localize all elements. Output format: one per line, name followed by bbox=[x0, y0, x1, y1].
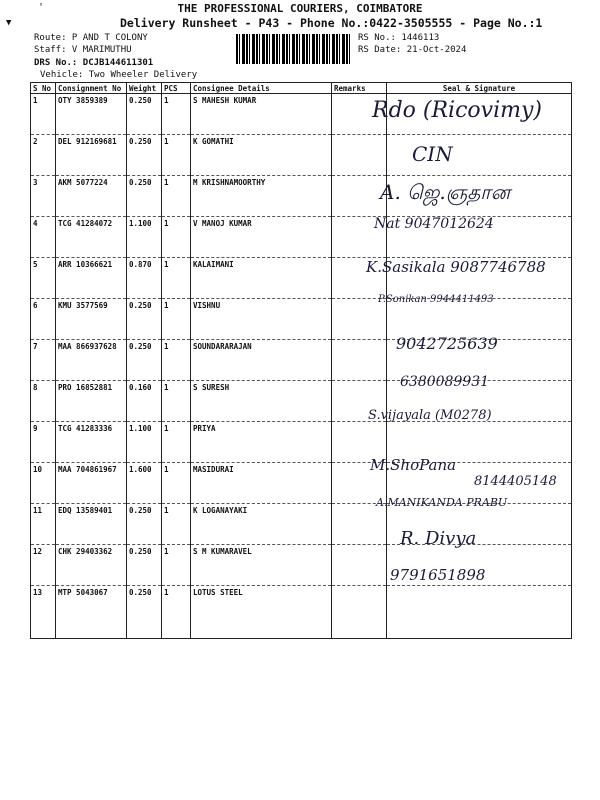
cell-weight: 0.250 bbox=[127, 586, 162, 639]
rs-number: RS No.: 1446113 bbox=[358, 33, 440, 43]
table-row bbox=[31, 586, 572, 639]
cell-consignment: MAA 704861967 bbox=[56, 463, 127, 504]
cell-consignee: K GOMATHI bbox=[191, 135, 332, 176]
table-row bbox=[31, 504, 572, 545]
cell-sno: 7 bbox=[31, 340, 56, 381]
cell-consignee: VISHNU bbox=[191, 299, 332, 340]
cell-sno: 2 bbox=[31, 135, 56, 176]
cell-consignment: MAA 866937628 bbox=[56, 340, 127, 381]
cell-consignee: LOTUS STEEL bbox=[191, 586, 332, 639]
cell-consignment: KMU 3577569 bbox=[56, 299, 127, 340]
cell-sno: 10 bbox=[31, 463, 56, 504]
cell-pcs: 1 bbox=[162, 504, 191, 545]
cell-weight: 0.870 bbox=[127, 258, 162, 299]
cell-remarks bbox=[332, 504, 387, 545]
drs-row bbox=[34, 58, 153, 68]
signature-13: R. Divya bbox=[400, 528, 477, 549]
table-row bbox=[31, 545, 572, 586]
cell-consignment: AKM 5077224 bbox=[56, 176, 127, 217]
cell-consignment: TCG 41283336 bbox=[56, 422, 127, 463]
cell-pcs: 1 bbox=[162, 463, 191, 504]
table-row bbox=[31, 422, 572, 463]
cell-pcs: 1 bbox=[162, 299, 191, 340]
vehicle-label: Vehicle: Two Wheeler Delivery bbox=[40, 70, 198, 80]
cell-pcs: 1 bbox=[162, 135, 191, 176]
cell-consignee: M KRISHNAMOORTHY bbox=[191, 176, 332, 217]
cell-weight: 0.250 bbox=[127, 299, 162, 340]
cell-consignee: SOUNDARARAJAN bbox=[191, 340, 332, 381]
drs-label: DRS No.: bbox=[34, 58, 78, 68]
table-row bbox=[31, 135, 572, 176]
cell-pcs: 1 bbox=[162, 258, 191, 299]
cell-sno: 9 bbox=[31, 422, 56, 463]
cell-sno: 11 bbox=[31, 504, 56, 545]
cell-consignment: CHK 29403362 bbox=[56, 545, 127, 586]
drs-number: DCJB144611301 bbox=[82, 58, 154, 68]
cell-consignee: K LOGANAYAKI bbox=[191, 504, 332, 545]
runsheet-table bbox=[30, 82, 572, 639]
signature-10: M.ShoPana bbox=[370, 456, 457, 474]
cell-weight: 0.250 bbox=[127, 340, 162, 381]
signature-2: CIN bbox=[412, 142, 453, 166]
cell-sno: 3 bbox=[31, 176, 56, 217]
table-header-row bbox=[31, 83, 572, 94]
cell-consignee: S SURESH bbox=[191, 381, 332, 422]
cell-consignee: V MANOJ KUMAR bbox=[191, 217, 332, 258]
signature-5: K.Sasikala 9087746788 bbox=[366, 258, 546, 276]
signature-12: A.MANIKANDA PRABU bbox=[376, 496, 508, 509]
cell-sno: 4 bbox=[31, 217, 56, 258]
cell-sno: 13 bbox=[31, 586, 56, 639]
cell-remarks bbox=[332, 545, 387, 586]
col-header-consignee: Consignee Details bbox=[191, 83, 332, 94]
cell-weight: 0.250 bbox=[127, 504, 162, 545]
cell-consignment: OTY 3859389 bbox=[56, 94, 127, 135]
cell-weight: 0.250 bbox=[127, 135, 162, 176]
col-header-pcs: PCS bbox=[162, 83, 191, 94]
signature-9: S.vijayala (M0278) bbox=[368, 408, 492, 423]
signature-14: 9791651898 bbox=[390, 566, 486, 584]
cell-weight: 1.600 bbox=[127, 463, 162, 504]
cell-remarks bbox=[332, 176, 387, 217]
signature-6: P.Sonikan 9944411493 bbox=[378, 294, 494, 305]
cell-sno: 5 bbox=[31, 258, 56, 299]
cell-pcs: 1 bbox=[162, 94, 191, 135]
cell-consignee: KALAIMANI bbox=[191, 258, 332, 299]
signature-11: 8144405148 bbox=[474, 474, 557, 489]
col-header-remarks: Remarks bbox=[332, 83, 387, 94]
cell-sno: 1 bbox=[31, 94, 56, 135]
col-header-consignment: Consignment No bbox=[56, 83, 127, 94]
cell-remarks bbox=[332, 340, 387, 381]
cell-consignment: TCG 41284072 bbox=[56, 217, 127, 258]
cell-pcs: 1 bbox=[162, 545, 191, 586]
cell-seal bbox=[387, 586, 572, 639]
cell-weight: 0.250 bbox=[127, 545, 162, 586]
route-label: Route: P AND T COLONY bbox=[34, 33, 148, 43]
col-header-weight: Weight bbox=[127, 83, 162, 94]
cell-consignee: MASIDURAI bbox=[191, 463, 332, 504]
cell-weight: 1.100 bbox=[127, 422, 162, 463]
cell-consignment: EDQ 13589401 bbox=[56, 504, 127, 545]
cell-weight: 0.160 bbox=[127, 381, 162, 422]
signature-1: Rdo (Ricovimy) bbox=[372, 98, 542, 123]
signature-8: 6380089931 bbox=[400, 374, 490, 390]
cell-consignment: DEL 912169681 bbox=[56, 135, 127, 176]
rs-date: RS Date: 21-Oct-2024 bbox=[358, 45, 467, 55]
cell-pcs: 1 bbox=[162, 381, 191, 422]
signature-3: A. ஜெ.ஞதான bbox=[380, 180, 511, 204]
cell-consignee: S MAHESH KUMAR bbox=[191, 94, 332, 135]
cell-consignment: ARR 10366621 bbox=[56, 258, 127, 299]
cell-weight: 0.250 bbox=[127, 94, 162, 135]
cell-pcs: 1 bbox=[162, 340, 191, 381]
col-header-seal: Seal & Signature bbox=[387, 83, 572, 94]
cell-pcs: 1 bbox=[162, 422, 191, 463]
cell-sno: 12 bbox=[31, 545, 56, 586]
cell-consignee: S M KUMARAVEL bbox=[191, 545, 332, 586]
cell-consignee: PRIYA bbox=[191, 422, 332, 463]
cell-weight: 0.250 bbox=[127, 176, 162, 217]
cell-pcs: 1 bbox=[162, 217, 191, 258]
cell-remarks bbox=[332, 586, 387, 639]
col-header-sno: S No bbox=[31, 83, 56, 94]
cell-pcs: 1 bbox=[162, 586, 191, 639]
cell-consignment: PRO 16852881 bbox=[56, 381, 127, 422]
stray-mark: ' bbox=[38, 2, 45, 13]
signature-7: 9042725639 bbox=[396, 334, 498, 353]
cell-pcs: 1 bbox=[162, 176, 191, 217]
cell-sno: 6 bbox=[31, 299, 56, 340]
cell-consignment: MTP 5043067 bbox=[56, 586, 127, 639]
barcode-image bbox=[236, 34, 352, 64]
staff-label: Staff: V MARIMUTHU bbox=[34, 45, 132, 55]
cell-remarks bbox=[332, 135, 387, 176]
arrow-icon: ▼ bbox=[6, 18, 12, 28]
cell-weight: 1.100 bbox=[127, 217, 162, 258]
signature-4: Nat 9047012624 bbox=[374, 216, 494, 232]
cell-sno: 8 bbox=[31, 381, 56, 422]
company-title: THE PROFESSIONAL COURIERS, COIMBATORE bbox=[177, 2, 423, 15]
runsheet-subtitle: Delivery Runsheet - P43 - Phone No.:0422-3505555 - Page No.:1 bbox=[120, 16, 543, 30]
